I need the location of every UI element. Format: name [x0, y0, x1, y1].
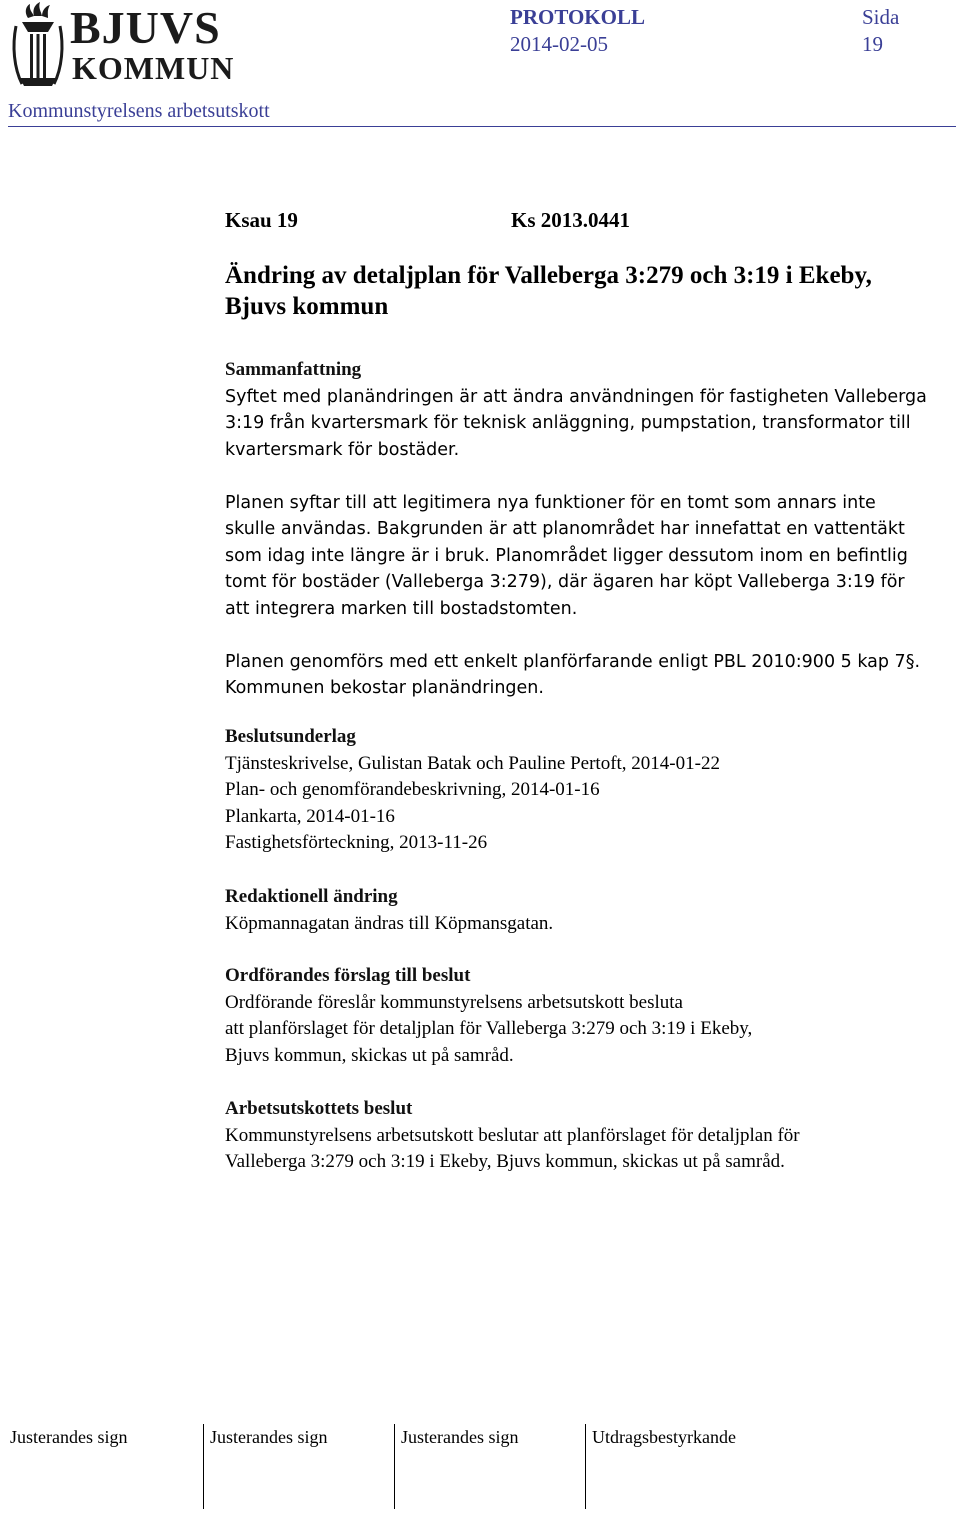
- proposal-section: [225, 963, 955, 1069]
- basis-item: Plan- och genomförandebeskrivning, 2014-01-16: [225, 779, 600, 800]
- decision-section: [225, 1096, 955, 1176]
- text-line: som idag inte längre är i bruk. Planområdet ligger dessutom inom en befintlig: [225, 545, 908, 566]
- basis-item: Plankarta, 2014-01-16: [225, 805, 395, 827]
- signature-divider: [203, 1424, 204, 1509]
- proposal-line: Bjuvs kommun, skickas ut på samråd.: [225, 1044, 514, 1066]
- certification-field: Utdragsbestyrkande: [592, 1427, 736, 1447]
- summary-paragraph-1: [225, 384, 955, 464]
- basis-section: [225, 724, 955, 857]
- text-line: Planen genomförs med ett enkelt planförfarande enligt PBL 2010:900 5 kap 7§.: [225, 651, 921, 672]
- basis-item: Fastighetsförteckning, 2013-11-26: [225, 832, 488, 853]
- text-line: att integrera marken till bostadstomten.: [225, 598, 578, 619]
- basis-heading: Beslutsunderlag: [225, 726, 356, 747]
- proposal-line: Ordförande föreslår kommunstyrelsens arbetsutskott besluta: [225, 991, 683, 1013]
- edit-section: [225, 884, 955, 937]
- logo-wordmark-kommun: KOMMUN: [72, 50, 235, 86]
- page-label: Sida: [862, 5, 900, 29]
- signature-field-3: Justerandes sign: [401, 1427, 519, 1447]
- document-date: 2014-02-05: [510, 32, 608, 56]
- signature-divider: [394, 1424, 395, 1509]
- page-number: 19: [862, 32, 883, 56]
- torch-emblem-icon: [8, 2, 68, 88]
- header-divider: [8, 126, 956, 127]
- case-ref-ksau: Ksau 19: [225, 208, 298, 232]
- signature-field-1: Justerandes sign: [10, 1427, 128, 1447]
- summary-heading: Sammanfattning: [225, 359, 362, 380]
- proposal-line: att planförslaget för detaljplan för Valleberga 3:279 och 3:19 i Ekeby,: [225, 1018, 753, 1039]
- edit-text: Köpmannagatan ändras till Köpmansgatan.: [225, 912, 554, 934]
- text-line: kvartersmark för bostäder.: [225, 439, 460, 460]
- text-line: tomt för bostäder (Valleberga 3:279), där ägaren har köpt Valleberga 3:19 för: [225, 572, 905, 592]
- case-ref-ks: Ks 2013.0441: [511, 208, 631, 232]
- summary-paragraph-3: [225, 649, 955, 702]
- basis-item: Tjänsteskrivelse, Gulistan Batak och Pauline Pertoft, 2014-01-22: [225, 752, 720, 774]
- text-line: skulle användas. Bakgrunden är att planområdet har innefattat en vattentäkt: [225, 519, 905, 539]
- signature-field-2: Justerandes sign: [210, 1427, 328, 1447]
- document-type: PROTOKOLL: [510, 5, 645, 29]
- decision-heading: Arbetsutskottets beslut: [225, 1098, 413, 1119]
- proposal-heading: Ordförandes förslag till beslut: [225, 965, 471, 986]
- case-title-line: Bjuvs kommun: [225, 293, 389, 320]
- organization-name: Kommunstyrelsens arbetsutskott: [8, 100, 270, 122]
- edit-heading: Redaktionell ändring: [225, 886, 398, 907]
- logo-wordmark-bjuvs: BJUVS: [70, 2, 221, 53]
- text-line: Planen syftar till att legitimera nya funktioner för en tomt som annars inte: [225, 492, 876, 513]
- decision-line: Valleberga 3:279 och 3:19 i Ekeby, Bjuvs kommun, skickas ut på samråd.: [225, 1151, 785, 1172]
- summary-paragraph-2: [225, 490, 955, 623]
- case-title-line: Ändring av detaljplan för Valleberga 3:279 och 3:19 i Ekeby,: [225, 262, 872, 289]
- summary-section: [225, 357, 955, 702]
- signature-divider: [585, 1424, 586, 1509]
- text-line: 3:19 från kvartersmark för teknisk anläggning, pumpstation, transformator till: [225, 413, 911, 433]
- decision-line: Kommunstyrelsens arbetsutskott beslutar att planförslaget för detaljplan för: [225, 1124, 800, 1146]
- case-title: [225, 260, 945, 322]
- text-line: Kommunen bekostar planändringen.: [225, 678, 544, 698]
- text-line: Syftet med planändringen är att ändra användningen för fastigheten Valleberga: [225, 386, 927, 407]
- case-reference: [225, 208, 631, 233]
